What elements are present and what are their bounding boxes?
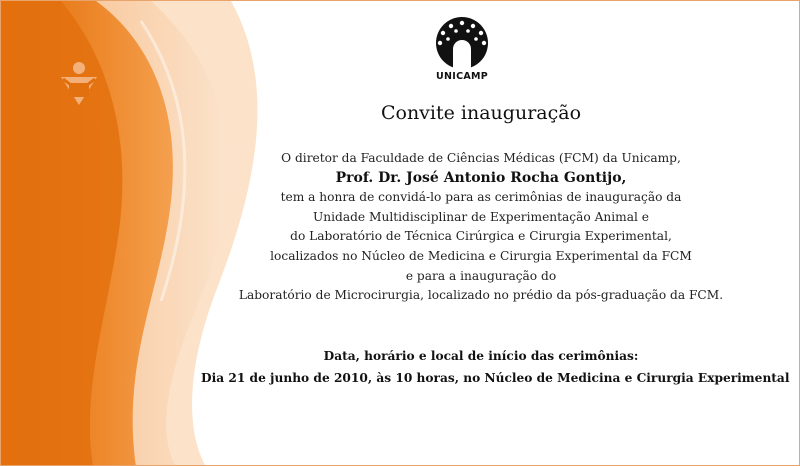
body-line: localizados no Núcleo de Medicina e Cirurgia Experimental da FCM (270, 248, 692, 263)
director-name: Prof. Dr. José Antonio Rocha Gontijo, (335, 169, 627, 186)
unicamp-wordmark: UNICAMP (435, 71, 489, 82)
details-heading: Data, horário e local de início das cerimônias: (323, 349, 639, 363)
body-line: tem a honra de convidá-lo para as cerimônias de inauguração da (280, 190, 682, 205)
body-line: Unidade Multidisciplinar de Experimentação Animal e (313, 209, 649, 224)
body-line: Laboratório de Microcirurgia, localizado no prédio da pós-graduação da FCM. (238, 288, 724, 303)
page-title: Convite inauguração (380, 102, 582, 124)
fcm-logo-icon (53, 59, 105, 111)
body-line: e para a inauguração do (405, 268, 557, 283)
body-line: O diretor da Faculdade de Ciências Médicas (FCM) da Unicamp, (281, 151, 681, 165)
details-text: Dia 21 de junho de 2010, às 10 horas, no Núcleo de Medicina e Cirurgia Experimental (201, 371, 790, 385)
ceremony-details (201, 345, 790, 389)
invitation-body (201, 149, 761, 306)
body-line: do Laboratório de Técnica Cirúrgica e Cirurgia Experimental, (290, 229, 672, 244)
